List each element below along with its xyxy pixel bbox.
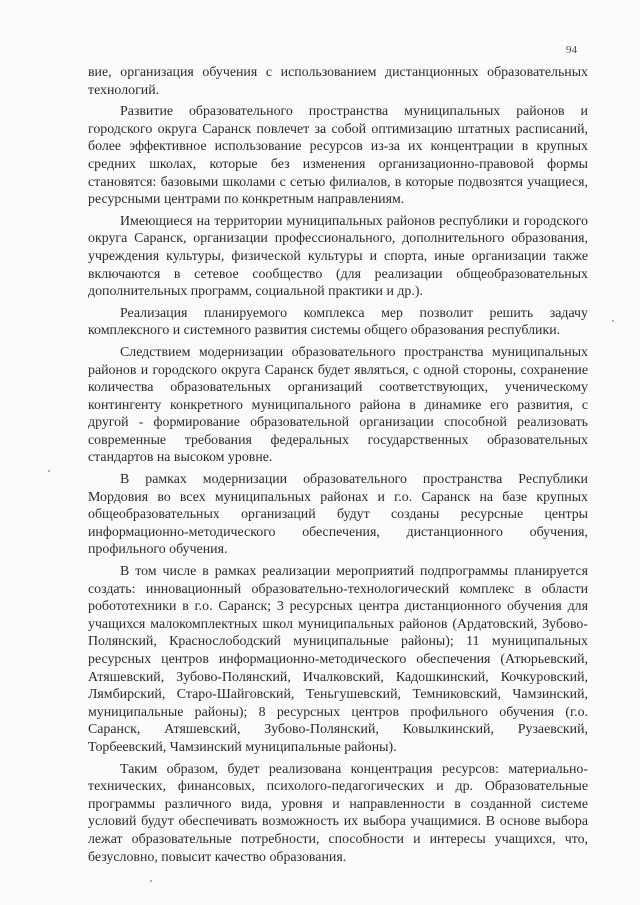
page-number: 94 (566, 44, 577, 56)
scan-speck (150, 880, 152, 882)
paragraph-development: Развитие образовательного пространства муниципальных районов и городского округа Саранск повлечет за собой оптимизацию штатных расписаний, более эффективное использование ресурсов из-за их концентрации в крупных средних школах, которые без изменения организационно-правовой формы становятся: базовыми школами с сетью филиалов, в которые подвозятся учащиеся, ресурсными центрами по конкретным направлениям. (88, 104, 588, 208)
document-body (88, 64, 588, 870)
scan-speck (612, 320, 614, 322)
paragraph-subprogram: В том числе в рамках реализации мероприятий подпрограммы планируется создать: инновационный образовательно-технологический комплекс в области робототехники в г.о. Саранск; 3 ресурсных центра дистанционного обучения для учащихся малокомплектных школ муниципальных районов (Ардатовский, Зубово-Полянский, Краснослободский муниципальные районы); 11 муниципальных ресурсных центров информационно-методического обеспечения (Атюрьевский, Атяшевский, Зубово-Полянский, Ичалковский, Кадошкинский, Кочкуровский, Лямбирский, Старо-Шайговский, Теньгушевский, Темниковский, Чамзинский, муниципальные районы); 8 ресурсных центров профильного обучения (г.о. Саранск, Атяшевский, Зубово-Полянский, Ковылкинский, Рузаевский, Торбеевский, Чамзинский муниципальные районы). (88, 564, 588, 755)
scan-speck (48, 470, 50, 472)
paragraph-resource-centers: В рамках модернизации образовательного пространства Республики Мордовия во всех муниципальных районах и г.о. Саранск на базе крупных общеобразовательных организаций будут созданы ресурсные центры информационно-методического обеспечения, дистанционного обучения, профильного обучения. (88, 472, 588, 558)
paragraph-consequence: Следствием модернизации образовательного пространства муниципальных районов и городского округа Саранск будет являться, с одной стороны, сохранение количества образовательных организаций соответствующих, ученическому контингенту конкретного муниципального района в динамике его развития, с другой - формирование образовательной организации способной реализовать современные требования федеральных государственных образовательных стандартов на высоком уровне. (88, 344, 588, 466)
paragraph-conclusion: Таким образом, будет реализована концентрация ресурсов: материально-технических, финансовых, психолого-педагогических и др. Образовательные программы различного вида, уровня и направленности в созданной системе условий будут обеспечивать возможность их выбора учащимися. В основе выбора лежат образовательные потребности, способности и интересы учащихся, что, безусловно, повысит качество образования. (88, 761, 588, 865)
paragraph-continuation: вие, организация обучения с использованием дистанционных образовательных технологий. (88, 65, 588, 98)
paragraph-measures: Реализация планируемого комплекса мер позволит решить задачу комплексного и системного развития системы общего образования республики. (88, 305, 588, 339)
paragraph-network-community: Имеющиеся на территории муниципальных районов республики и городского округа Саранск, организации профессионального, дополнительного образования, учреждения культуры, физической культуры и спорта, иные организации также включаются в сетевое сообщество (для реализации общеобразовательных дополнительных программ, социальной практики и др.). (88, 213, 588, 300)
